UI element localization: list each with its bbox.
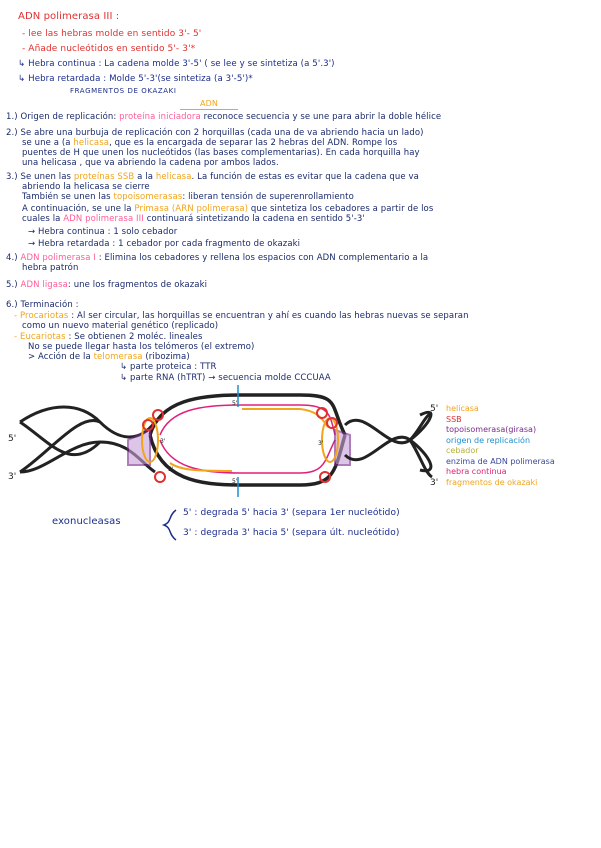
step-6-line-7: ↳ parte RNA (hTRT) → secuencia molde CCCUAA [120,373,331,383]
step-6-text-5c: (ribozima) [142,352,190,362]
step-4-text-a: 4.) [6,253,21,263]
header-line-5: FRAGMENTOS DE OKAZAKI [70,87,177,95]
step-4-adn-pol-i: ADN polimerasa I [20,253,96,263]
legend-item: hebra continua [446,467,507,476]
label-inner-3a: 3' [318,440,324,447]
bubble-bottom-strand [150,435,345,485]
step-4-text-c: : Elimina los cebadores y rellena los espacios con ADN complementario a la [95,253,429,263]
step-6-eucariotas: - Eucariotas [14,332,66,342]
step-4-line-2: hebra patrón [22,263,79,273]
label-left-5: 5' [8,434,17,444]
ssb-3 [155,472,165,482]
step-3-line-4 [22,204,433,214]
step-2-line-3: puentes de H que unen los nucleótidos (las bases complementarias). En cada horquilla hay [22,148,420,158]
exonucleasas-line-1: 5' : degrada 5' hacia 3' (separa 1er nucleótido) [183,508,400,518]
step-3-text-4a: A continuación, se une la [22,204,135,214]
step-3-primasa: Primasa [134,204,170,214]
legend-item: topoisomerasa(girasa) [446,425,537,434]
step-3-line-5 [22,214,365,224]
header-line-1: - lee las hebras molde en sentido 3'- 5' [22,29,202,39]
step-3-text-c: a la [134,172,156,182]
header-line-4: ↳ Hebra retardada : Molde 5'-3'(se sintetiza (a 3'-5')* [18,74,253,84]
step-2-helicasa: helicasa [73,138,110,148]
step-4-line-1 [6,253,428,263]
step-5-line-1 [6,280,207,290]
exonucleasas-line-2: 3' : degrada 3' hacia 5' (separa últ. nucleótido) [183,528,400,538]
label-inner-5: 5' [232,478,238,485]
step-1-rest: reconoce secuencia y se une para abrir la doble hélice [203,112,442,122]
step-5-ligasa: ADN ligasa [20,280,68,290]
step-3-topo: topoisomerasas [113,192,183,202]
exonucleasas-label: exonucleasas [52,516,121,527]
step-6-line-3 [14,332,203,342]
step-2-line-1: 2.) Se abre una burbuja de replicación con 2 horquillas (cada una de va abriendo hacia un lado) [6,128,424,138]
legend-item: enzima de ADN polimerasa [446,456,555,466]
step-1-prefix: 1.) Origen de replicación: [6,112,117,122]
step-3-text-5a: cuales la [22,214,64,224]
step-6-line-1 [14,311,469,321]
section-title: ADN [180,99,238,110]
step-1-highlight: proteína iniciadora [119,112,201,122]
header-line-2: - Añade nucleótidos en sentido 5'- 3'* [22,44,196,54]
step-3-arn-pol: (ARN polimerasa) [169,204,249,214]
step-3-line-7: → Hebra retardada : 1 cebador por cada fragmento de okazaki [28,239,301,249]
label-right-5: 5' [430,404,439,414]
label-inner-3b: 3' [168,466,174,473]
okazaki-fragments-top [242,409,328,427]
legend-item: helicasa [446,404,479,413]
legend-item: SSB [446,414,462,424]
step-3-line-1 [6,172,419,182]
header-title: ADN polimerasa III : [18,11,120,22]
step-3-line-6: → Hebra continua : 1 solo cebador [28,227,178,237]
legend-item: fragmentos de okazaki [446,477,538,487]
left-helix-cross [20,420,100,472]
step-3-ssb: proteínas SSB [73,172,135,182]
step-6-text-5a: > Acción de la [28,352,94,362]
step-3-text-5c: continuará sintetizando la cadena en sentido 5'-3' [143,214,365,224]
header-line-3: ↳ Hebra continua : La cadena molde 3'-5' ( se lee y se sintetiza (a 5'.3') [18,59,335,69]
label-top-5: 5' [232,400,238,407]
step-3-line-3 [22,192,354,202]
step-6-text-1b: : Al ser circular, las horquillas se encuentran y ahí es cuando las hebras nuevas se separan [68,311,469,321]
legend-item: cebador [446,446,479,455]
step-1 [6,112,441,122]
step-6-line-4: No se puede llegar hasta los telómeros (el extremo) [28,342,255,352]
step-5-text-c: : une los fragmentos de okazaki [67,280,208,290]
step-2-line-2 [22,138,397,148]
step-3-helicasa: helicasa [155,172,192,182]
step-2-line-4: una helicasa , que va abriendo la cadena por ambos lados. [22,158,279,168]
step-2-text-a: se une a (a [22,138,74,148]
label-left-3: 3' [8,472,17,482]
label-top-3: 3' [160,438,166,445]
step-3-text-4d: que sintetiza los cebadores a partir de los [248,204,434,214]
step-3-text-3a: También se unen las [22,192,114,202]
exonucleasas-brace [160,508,178,542]
step-3-text-3c: : liberan tensión de superenrollamiento [182,192,354,202]
step-6-text-3b: : Se obtienen 2 moléc. lineales [65,332,203,342]
step-2-text-c: , que es la encargada de separar las 2 hebras del ADN. Rompe los [109,138,398,148]
step-5-text-a: 5.) [6,280,21,290]
label-right-3: 3' [430,478,439,488]
step-6-title: 6.) Terminación : [6,300,79,310]
step-3-adn-pol-iii: ADN polimerasa III [63,214,144,224]
step-3-text-e: . La función de estas es evitar que la cadena que va [191,172,419,182]
step-6-line-5 [28,352,190,362]
step-6-procariotas: - Procariotas [14,311,69,321]
legend-item: origen de replicación [446,435,531,445]
step-3-text-a: 3.) Se unen las [6,172,74,182]
step-6-line-6: ↳ parte proteica : TTR [120,362,217,372]
diagram-legend [446,404,555,488]
right-helix-tail-a [410,413,432,440]
step-3-line-2: abriendo la helicasa se cierre [22,182,150,192]
step-6-line-2: como un nuevo material genético (replicado) [22,321,219,331]
okazaki-fragments-bottom [170,463,232,471]
step-6-telomerasa: telomerasa [93,352,143,362]
